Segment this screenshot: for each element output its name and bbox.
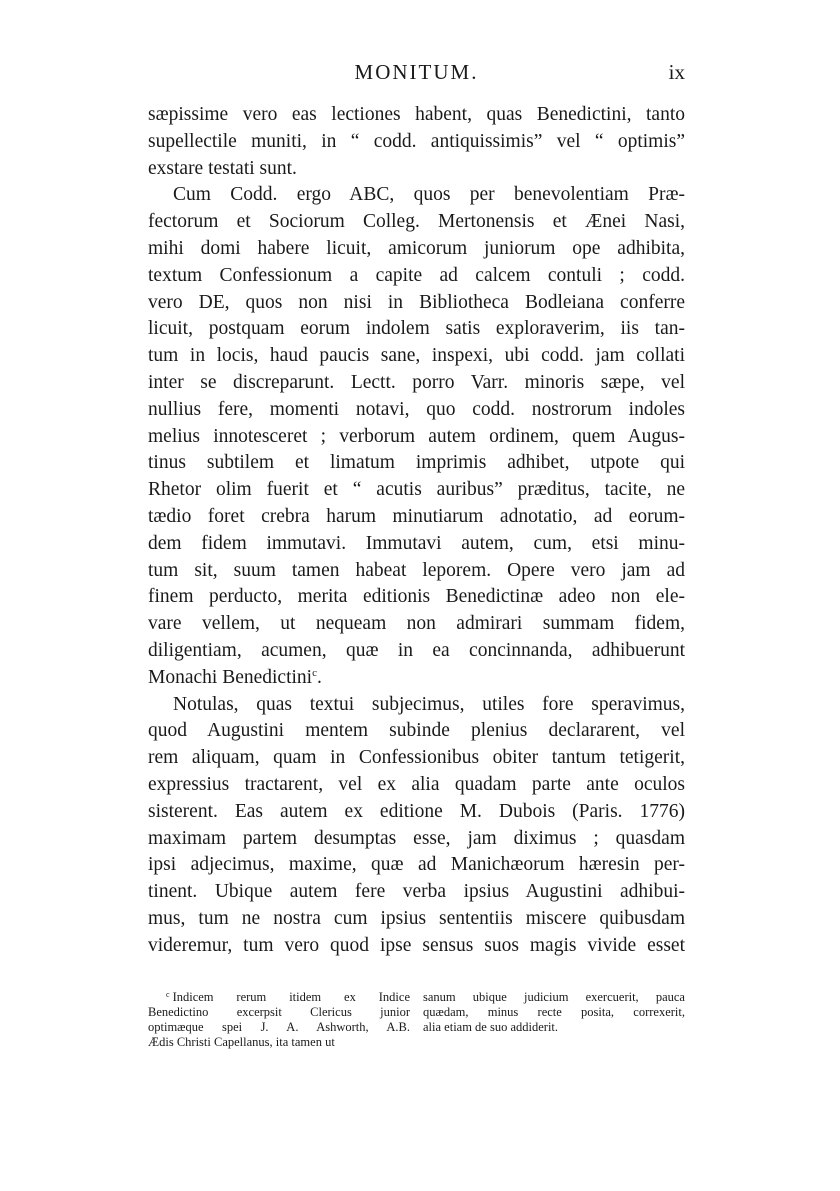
text-line: inter se discreparunt. Lectt. porro Varr. minoris sæpe, vel [148,371,685,393]
text-line: finem perducto, merita editionis Benedictinæ adeo non ele- [148,586,685,608]
text-line: tædio foret crebra harum minutiarum adnotatio, ad eorum- [148,505,685,527]
text-line: tinent. Ubique autem fere verba ipsius Augustini adhibui- [148,881,685,903]
text-line: sisterent. Eas autem ex editione M. Dubois (Paris. 1776) [148,800,685,822]
text-line: textum Confessionum a capite ad calcem contuli ; codd. [148,264,685,286]
footnote-line: sanum ubique judicium exercuerit, pauca [423,990,685,1004]
text-line: diligentiam, acumen, quæ in ea concinnanda, adhibuerunt [148,639,685,661]
footnote-reference[interactable]: c [312,666,317,679]
footnote-line: quædam, minus recte posita, correxerit, [423,1005,685,1019]
text-line: videremur, tum vero quod ipse sensus suos magis vivide esset [148,934,685,956]
text-line: maximam partem desumptas esse, jam diximus ; quasdam [148,827,685,849]
running-head: MONITUM. [354,60,479,84]
text-line: mihi domi habere licuit, amicorum juniorum ope adhibita, [148,237,685,259]
text-line: dem fidem immutavi. Immutavi autem, cum, etsi minu- [148,532,685,554]
text-line: fectorum et Sociorum Colleg. Mertonensis et Ænei Nasi, [148,211,685,233]
text-fragment: . [316,666,322,688]
text-line: Rhetor olim fuerit et “ acutis auribus” præditus, tacite, ne [148,479,685,501]
text-line: expressius tractarent, vel ex alia quadam parte ante oculos [148,773,685,795]
footnote-right-column [423,990,685,1050]
paragraph-3 [148,692,685,960]
footnote-line: Ædis Christi Capellanus, ita tamen ut [148,1035,335,1049]
text-line: rem aliquam, quam in Confessionibus obiter tantum tetigerit, [148,747,685,769]
text-line: quod Augustini mentem subinde plenius declararent, vel [148,720,685,742]
page-header [148,60,685,90]
paragraph-1 [148,102,685,182]
text-line: Notulas, quas textui subjecimus, utiles fore speravimus, [173,693,685,715]
text-line: sæpissime vero eas lectiones habent, quas Benedictini, tanto [148,104,685,125]
footnote [148,990,685,1050]
text-line [148,665,685,692]
text-line: vare vellem, ut nequeam non admirari summam fidem, [148,613,685,635]
footnote-left-column [148,990,410,1050]
footnote-line: Benedictino excerpsit Clericus junior [148,1005,410,1019]
text-line: mus, tum ne nostra cum ipsius sententiis miscere quibusdam [148,907,685,929]
text-line: nullius fere, momenti notavi, quo codd. nostrorum indoles [148,398,685,420]
footnote-line [148,990,410,1005]
footnote-line: alia etiam de suo addiderit. [423,1020,559,1034]
text-line: vero DE, quos non nisi in Bibliotheca Bodleiana conferre [148,291,685,313]
footnote-line: optimæque spei J. A. Ashworth, A.B. [148,1020,410,1034]
footnote-mark: c [166,990,170,999]
body-text [148,102,685,960]
text-line: licuit, postquam eorum indolem satis exploraverim, iis tan- [148,318,685,340]
text-line: tum sit, suum tamen habeat leporem. Opere vero jam ad [148,559,685,581]
text-line: tinus subtilem et limatum imprimis adhibet, utpote qui [148,452,685,474]
text-line: exstare testati sunt. [148,157,297,179]
text-line: supellectile muniti, in “ codd. antiquissimis” vel “ optimis” [148,130,685,152]
text-line: tum in locis, haud paucis sane, inspexi, ubi codd. jam collati [148,345,685,367]
text-fragment: Monachi Benedictini [148,666,313,688]
paragraph-2 [148,182,685,691]
text-line: ipsi adjecimus, maxime, quæ ad Manichæorum hæresin per- [148,854,685,876]
text-fragment: Indicem rerum itidem ex Indice [172,990,410,1004]
text-line: melius innotesceret ; verborum autem ordinem, quem Augus- [148,425,685,447]
page-number: ix [668,60,685,84]
text-line: Cum Codd. ergo ABC, quos per benevolentiam Præ- [173,184,685,206]
